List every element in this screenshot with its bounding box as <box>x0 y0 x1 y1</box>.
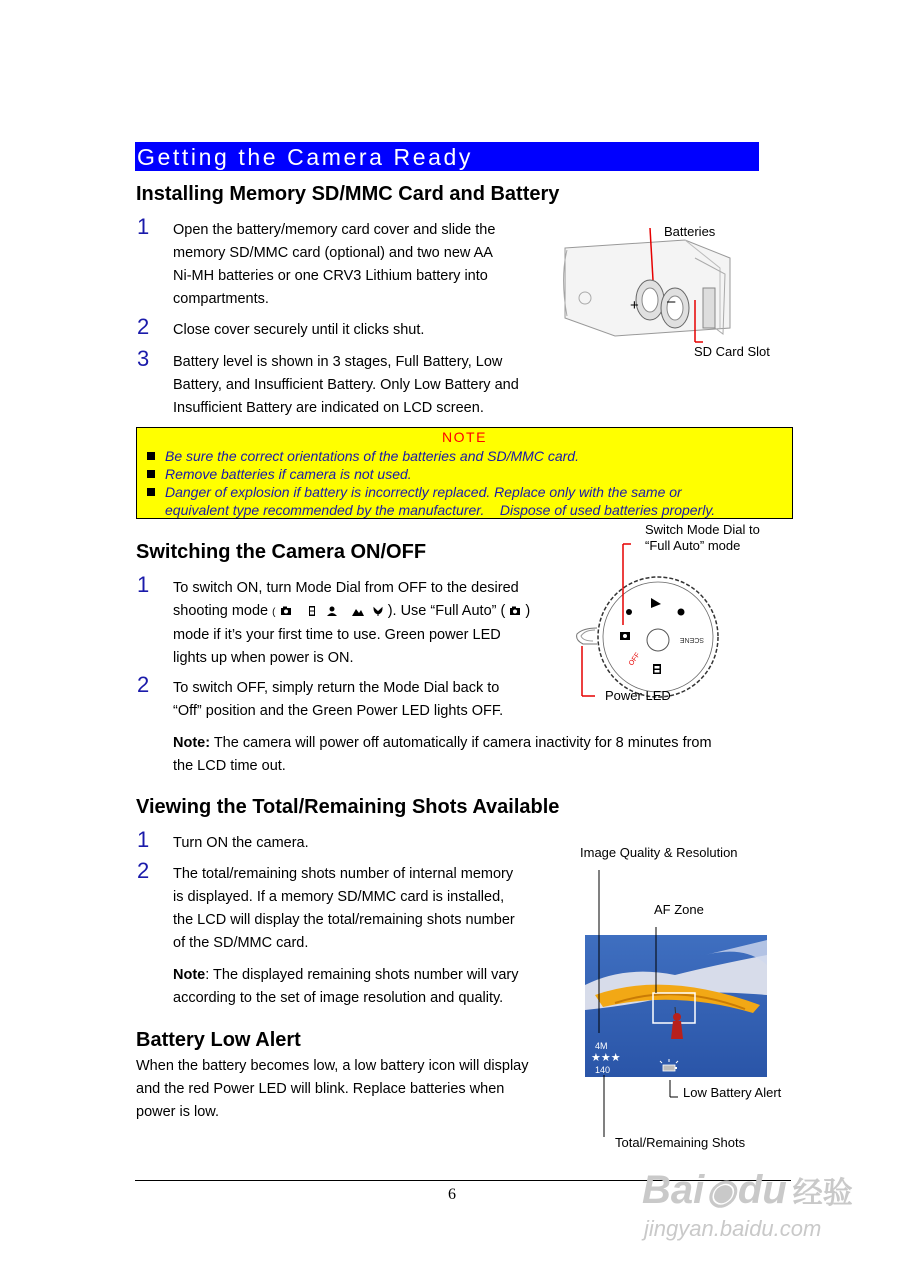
step-line: the LCD will display the total/remaining shots number <box>173 912 515 928</box>
section-title-viewing-shots: Viewing the Total/Remaining Shots Available <box>136 796 560 818</box>
step-line: To switch OFF, simply return the Mode Dial back to <box>173 680 500 696</box>
note-remaining-shots: Note: The displayed remaining shots number will vary according to the set of image resolution and quality. <box>173 967 519 1006</box>
step-line: Insufficient Battery are indicated on LCD screen. <box>173 400 484 416</box>
note-item: Danger of explosion if battery is incorrectly replaced. Replace only with the same or <box>147 483 682 501</box>
plus-sign: + <box>630 297 639 314</box>
lcd-resolution: 4M <box>595 1041 608 1051</box>
section-title-install: Installing Memory SD/MMC Card and Battery <box>136 183 560 205</box>
lcd-shot-count: 140 <box>595 1065 611 1075</box>
lcd-quality-stars: ★★★ <box>591 1052 621 1064</box>
dial-macro-icon <box>678 609 685 616</box>
label-image-quality: Image Quality & Resolution <box>580 845 738 860</box>
note-box <box>136 427 793 519</box>
bullet-square-icon <box>147 452 155 460</box>
step-line: “Off” position and the Green Power LED lights OFF. <box>173 703 504 719</box>
step-line: memory SD/MMC card (optional) and two new AA <box>173 245 493 261</box>
section-title-battery-low-alert: Battery Low Alert <box>136 1029 301 1051</box>
macro-mode-icon <box>372 606 384 616</box>
step-number: 1 <box>137 827 150 852</box>
note-item: Remove batteries if camera is not used. <box>147 465 412 483</box>
step-line: Battery, and Insufficient Battery. Only Low Battery and <box>173 377 519 393</box>
step-text <box>173 863 515 955</box>
mode-dial-figure <box>565 540 735 710</box>
note-item-continued: equivalent type recommended by the manufacturer. Dispose of used batteries properly. <box>165 502 716 518</box>
step-text <box>173 677 503 723</box>
step-line: of the SD/MMC card. <box>173 935 309 951</box>
step-text <box>173 219 495 311</box>
bullet-square-icon <box>147 488 155 496</box>
camera-mode-icon <box>280 606 292 616</box>
section-title-switching: Switching the Camera ON/OFF <box>136 541 427 563</box>
dial-scene-label: SCENE <box>679 636 704 643</box>
label-power-led: Power LED <box>605 688 671 703</box>
paragraph-line: power is low. <box>136 1104 220 1120</box>
step-line: compartments. <box>173 291 269 307</box>
step-text <box>173 577 530 670</box>
step-line: mode if it’s your first time to use. Green power LED <box>173 627 501 643</box>
step-number: 2 <box>137 314 150 339</box>
note-switching: Note: The camera will power off automatically if camera inactivity for 8 minutes from the LCD time out. <box>173 735 712 774</box>
step-text: Close cover securely until it clicks shut. <box>173 322 425 338</box>
dial-portrait-icon <box>626 609 632 615</box>
lcd-callout-lines <box>590 865 790 1145</box>
step-number: 1 <box>137 572 150 597</box>
label-switch-mode-dial: Switch Mode Dial to “Full Auto” mode <box>645 522 760 553</box>
step-line: is displayed. If a memory SD/MMC card is installed, <box>173 889 505 905</box>
label-sd-card-slot: SD Card Slot <box>694 344 770 359</box>
portrait-mode-icon <box>326 606 338 616</box>
dial-off-label: OFF <box>627 651 642 668</box>
chapter-banner: Getting the Camera Ready <box>135 142 759 171</box>
watermark-url: jingyan.baidu.com <box>644 1216 822 1241</box>
step-number: 2 <box>137 672 150 697</box>
paragraph-line: and the red Power LED will blink. Replace batteries when <box>136 1081 505 1097</box>
step-line: To switch ON, turn Mode Dial from OFF to the desired <box>173 580 519 596</box>
step-number: 1 <box>137 214 150 239</box>
page-number: 6 <box>448 1186 456 1203</box>
note-item: Be sure the correct orientations of the batteries and SD/MMC card. <box>147 447 579 465</box>
step-text <box>173 351 519 420</box>
step-line: Battery level is shown in 3 stages, Full Battery, Low <box>173 354 503 370</box>
label-af-zone: AF Zone <box>654 902 704 917</box>
full-auto-camera-icon <box>509 606 521 616</box>
label-total-remaining-shots: Total/Remaining Shots <box>615 1135 746 1150</box>
watermark-logo: Bai◉du 经验 <box>642 1168 853 1212</box>
step-line: shooting mode ( ). Use “Full Auto” ( ) <box>173 603 531 619</box>
step-number: 2 <box>137 858 150 883</box>
step-text: Turn ON the camera. <box>173 835 309 851</box>
step-number: 3 <box>137 346 150 371</box>
step-line: The total/remaining shots number of internal memory <box>173 866 514 882</box>
minus-sign: – <box>667 293 676 310</box>
movie-mode-icon <box>306 606 318 616</box>
step-line: Open the battery/memory card cover and slide the <box>173 222 496 238</box>
paragraph-line: When the battery becomes low, a low battery icon will display <box>136 1058 529 1074</box>
bullet-square-icon <box>147 470 155 478</box>
note-title: NOTE <box>442 429 487 445</box>
step-line: lights up when power is ON. <box>173 650 354 666</box>
step-line: Ni-MH batteries or one CRV3 Lithium battery into <box>173 268 488 284</box>
landscape-mode-icon <box>352 606 364 616</box>
label-batteries: Batteries <box>664 224 716 239</box>
battery-low-paragraph <box>136 1055 529 1124</box>
battery-compartment-figure <box>555 228 795 358</box>
label-low-battery-alert: Low Battery Alert <box>683 1085 782 1100</box>
